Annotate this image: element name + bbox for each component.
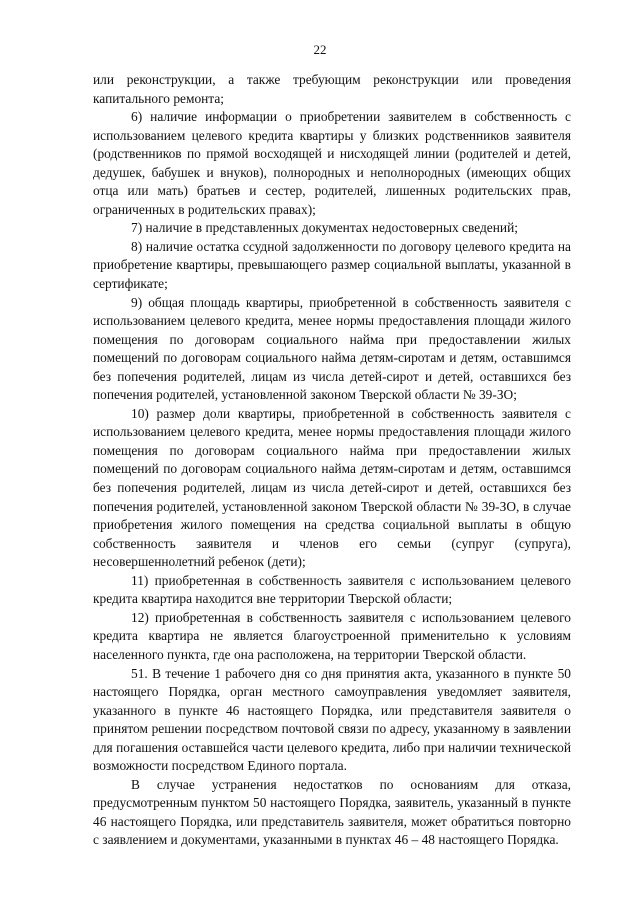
paragraph-continuation: или реконструкции, а также требующим реконструкции или проведения капитального ремонта; — [93, 72, 571, 106]
paragraph-item-8: 8) наличие остатка ссудной задолженности по договору целевого кредита на приобретение квартиры, превышающего размер социальной выплаты, указанной в сертификате; — [93, 238, 571, 292]
paragraph-item-7: 7) наличие в представленных документах недостоверных сведений; — [131, 220, 518, 236]
document-body — [93, 71, 571, 850]
paragraph-item-12: 12) приобретенная в собственность заявителя с использованием целевого кредита квартира не является благоустроенной применительно к условиям населенного пункта, где она расположена, на территории Тверской области. — [93, 609, 571, 662]
paragraph-reapply: В случае устранения недостатков по основаниям для отказа, предусмотренным пунктом 50 настоящего Порядка, заявитель, указанный в пункте 46 настоящего Порядка, или представитель заявителя, может обратиться повторно с заявлением и документами, указанными в пунктах 46 – 48 настоящего Порядка. — [93, 776, 571, 848]
paragraph-item-9: 9) общая площадь квартиры, приобретенной в собственность заявителя с использованием целевого кредита, менее нормы предоставления площади жилого помещения по договорам социального найма при предоставлении жилых помещений по договорам социального найма детям-сиротам и детям, оставшимся без попечения родителей, лицам из числа детей-сирот и детей, оставшихся без попечения родителей, установленной законом Тверской области № 39-ЗО; — [93, 294, 571, 403]
paragraph-item-11: 11) приобретенная в собственность заявителя с использованием целевого кредита квартира находится вне территории Тверской области; — [93, 572, 571, 607]
page-number: 22 — [313, 42, 327, 57]
paragraph-clause-51: 51. В течение 1 рабочего дня со дня принятия акта, указанного в пункте 50 настоящего Порядка, орган местного самоуправления уведомляет заявителя, указанного в пункте 46 настоящего Порядка, или представителя заявителя о принятом решении посредством почтовой связи по адресу, указанному в заявлении для погашения оставшейся части целевого кредита, либо при наличии технической возможности посредством Единого портала. — [93, 665, 571, 774]
paragraph-item-10: 10) размер доли квартиры, приобретенной в собственность заявителя с использованием целевого кредита, менее нормы предоставления площади жилого помещения по договорам социального найма при предоставлении жилых помещений по договорам социального найма детям-сиротам и детям, оставшимся без попечения родителей, лицам из числа детей-сирот и детей, оставшихся без попечения родителей, установленной законом Тверской области № 39-ЗО, в случае приобретения жилого помещения на средства социальной выплаты в общую собственность заявителя и членов его семьи (супруг (супруга), несовершеннолетний ребенок (дети); — [93, 405, 571, 570]
paragraph-item-6: 6) наличие информации о приобретении заявителем в собственность с использованием целевого кредита квартиры у близких родственников заявителя (родственников по прямой восходящей и нисходящей линии (родителей и детей, дедушек, бабушек и внуков), полнородных и неполнородных (имеющих общих отца или мать) братьев и сестер, родителей, лишенных родительских прав, ограниченных в родительских правах); — [93, 109, 571, 217]
